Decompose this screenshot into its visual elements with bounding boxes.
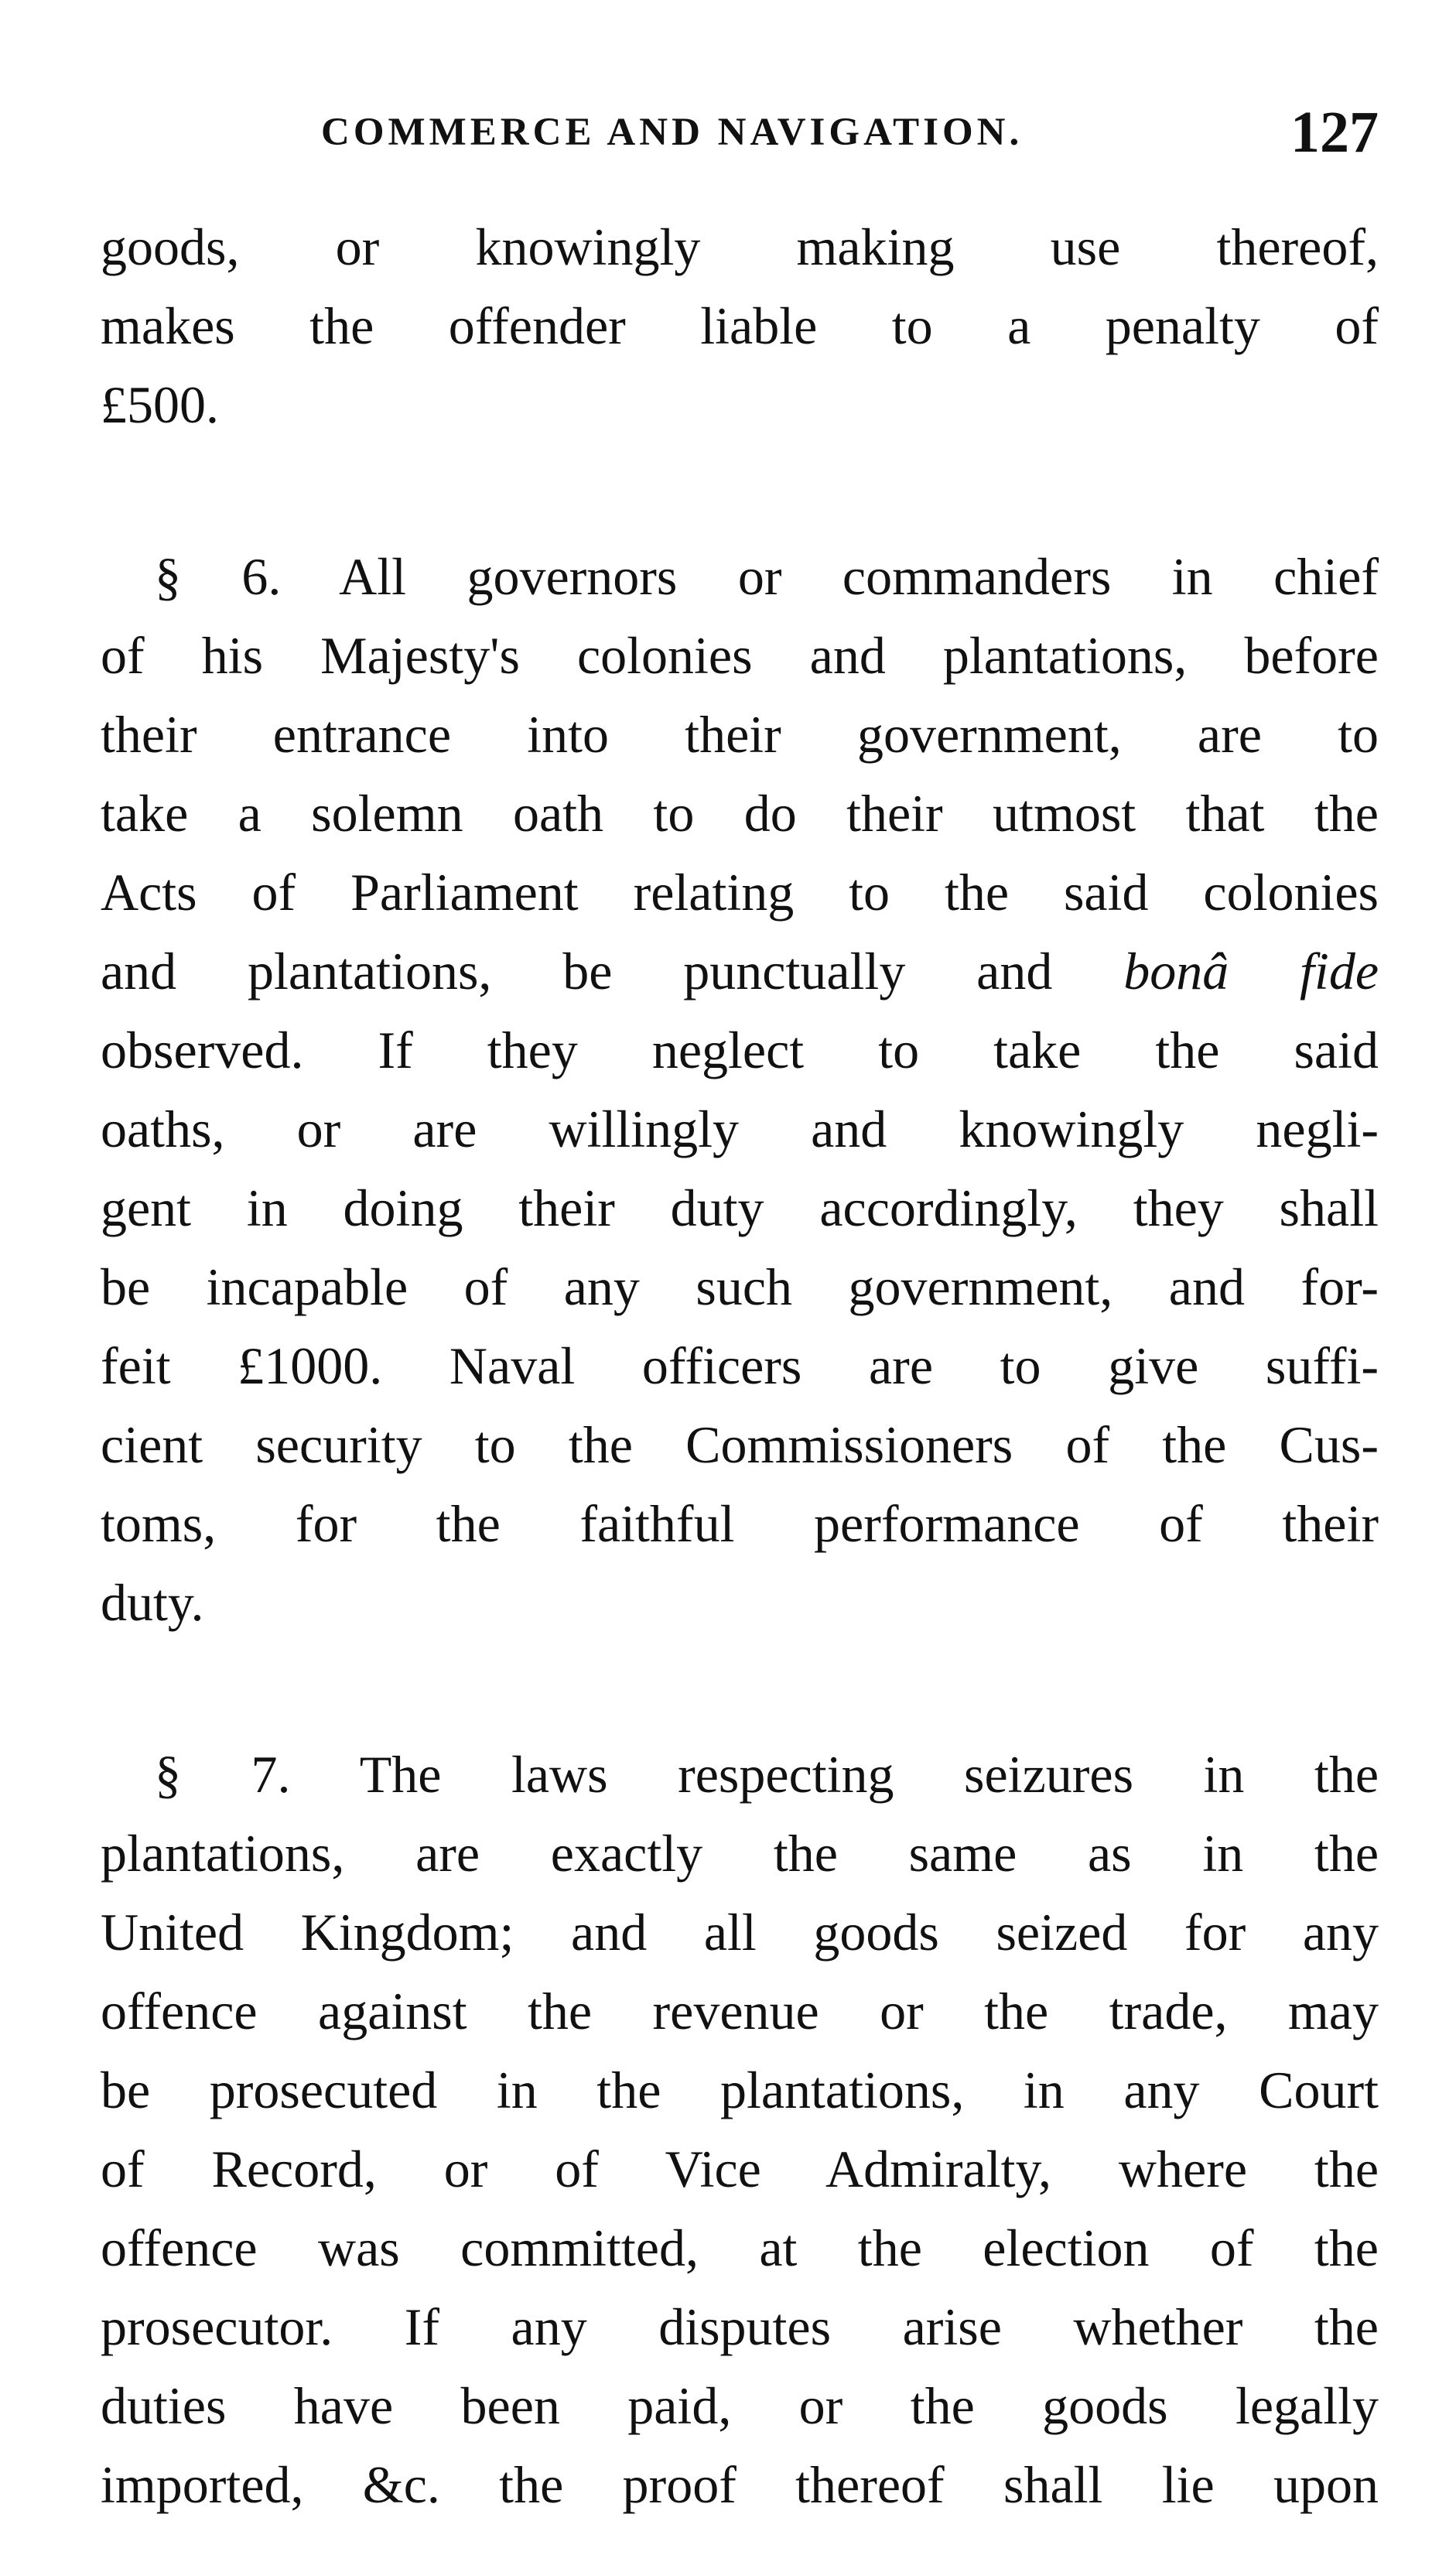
- text-line: £500.: [101, 375, 219, 434]
- paragraph-continuation: [101, 207, 1379, 444]
- text-line: take a solemn oath to do their utmost that the: [101, 784, 1379, 843]
- text-line: their entrance into their government, are to: [101, 705, 1379, 764]
- text-line: gent in doing their duty accordingly, they shall: [101, 1178, 1379, 1237]
- paragraph-section-6: [101, 537, 1379, 1642]
- text-line: of Record, or of Vice Admiralty, where the: [101, 2140, 1379, 2198]
- page-number: 127: [1290, 100, 1379, 165]
- text-line: duties have been paid, or the goods legally: [101, 2376, 1379, 2435]
- body-text: [101, 207, 1379, 2524]
- text-line: observed. If they neglect to take the said: [101, 1021, 1379, 1079]
- text-line: § 6. All governors or commanders in chief: [155, 547, 1379, 606]
- text-line: toms, for the faithful performance of their: [101, 1494, 1379, 1553]
- running-head-title: COMMERCE AND NAVIGATION.: [321, 111, 1024, 154]
- text-line: duty.: [101, 1573, 204, 1632]
- text-line: feit £1000. Naval officers are to give suffi-: [101, 1336, 1379, 1395]
- text-line: goods, or knowingly making use thereof,: [101, 217, 1379, 276]
- text-line: offence against the revenue or the trade, may: [101, 1982, 1379, 2040]
- text-line: be incapable of any such government, and for-: [101, 1257, 1379, 1316]
- text-line: imported, &c. the proof thereof shall lie upon: [101, 2455, 1379, 2514]
- text-line: of his Majesty's colonies and plantations, before: [101, 626, 1379, 685]
- text-line: cient security to the Commissioners of the Cus-: [101, 1415, 1379, 1474]
- running-head: [101, 99, 1379, 169]
- text-line: § 7. The laws respecting seizures in the: [155, 1745, 1379, 1804]
- text-line: Acts of Parliament relating to the said colonies: [101, 863, 1379, 922]
- italic-phrase: bonâ fide: [1123, 942, 1379, 1001]
- text-line: prosecutor. If any disputes arise whether the: [101, 2297, 1379, 2356]
- text-line: makes the offender liable to a penalty of: [101, 296, 1379, 355]
- text-line: offence was committed, at the election of the: [101, 2218, 1379, 2277]
- text-line: oaths, or are willingly and knowingly negli-: [101, 1100, 1379, 1158]
- text-line: United Kingdom; and all goods seized for any: [101, 1903, 1379, 1962]
- text-fragment: and plantations, be punctually and: [101, 942, 1124, 1001]
- paragraph-section-7: [101, 1735, 1379, 2524]
- text-line-with-italic: [101, 932, 1379, 1011]
- text-line: plantations, are exactly the same as in the: [101, 1824, 1379, 1883]
- text-line: be prosecuted in the plantations, in any Court: [101, 2061, 1379, 2119]
